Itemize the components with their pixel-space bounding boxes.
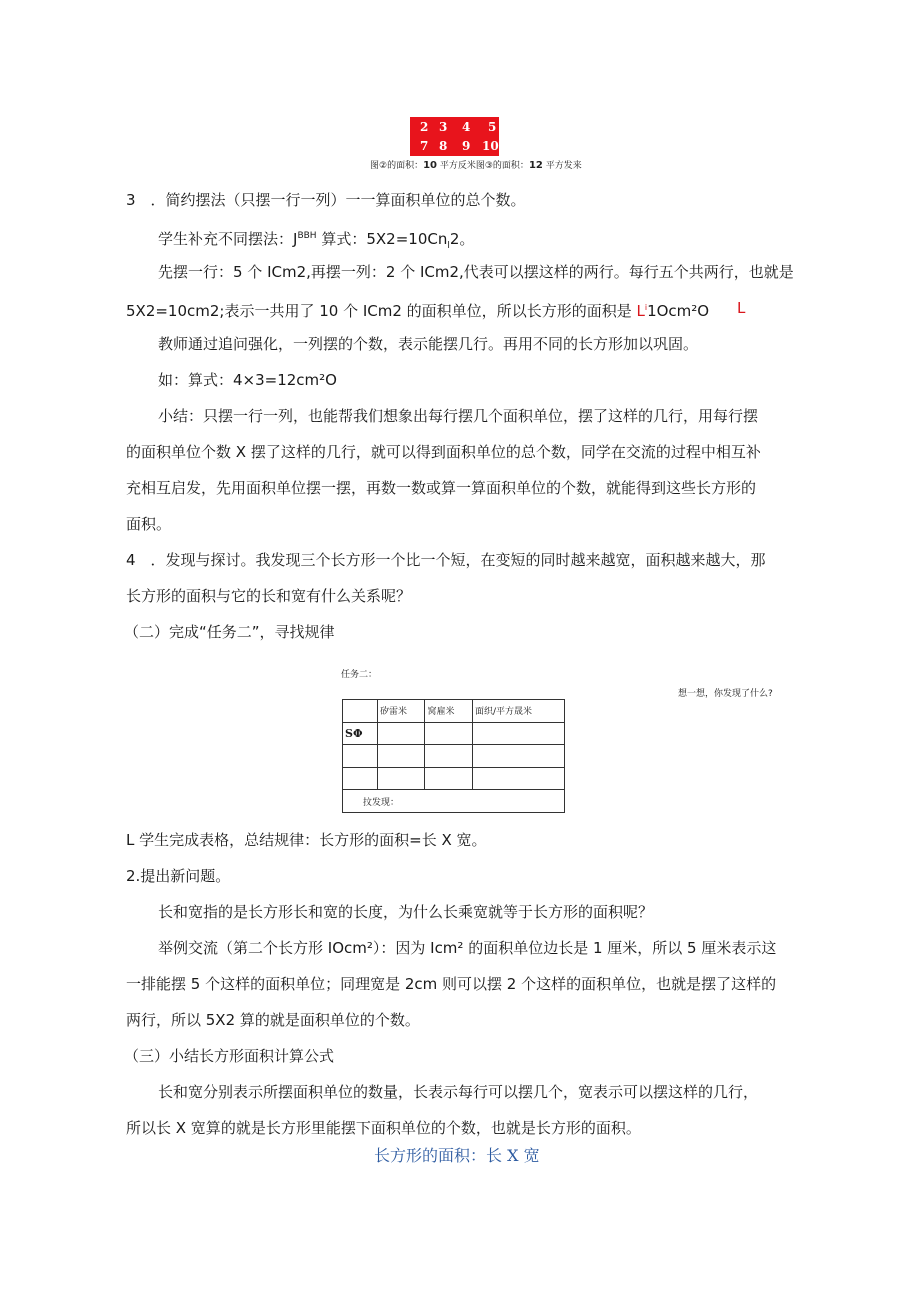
grid-cell: 7 [420, 139, 429, 153]
grid-cell: 4 [462, 120, 471, 134]
text: 5X2=10cm2;表示一共用了 10 个 ICm2 的面积单位，所以长方形的面积是 [126, 302, 632, 320]
paragraph: 所以长 X 宽算的就是长方形里能摆下面积单位的个数，也就是长方形的面积。 [126, 1119, 641, 1137]
table-cell [425, 745, 472, 768]
grid-cell: 2 [420, 120, 429, 134]
table-cell [425, 722, 472, 745]
paragraph: 先摆一行：5 个 ICm2,再摆一列：2 个 ICm2,代表可以摆这样的两行。每行五个共两行，也就是 [158, 263, 794, 281]
paragraph: 两行，所以 5X2 算的就是面积单位的个数。 [126, 1011, 420, 1029]
red-mark: L [737, 299, 746, 317]
table-row [343, 767, 565, 790]
paragraph: L 学生完成表格，总结规律：长方形的面积=长 X 宽。 [126, 831, 487, 849]
table-cell [472, 767, 564, 790]
caption-part: 平方反米图③的面积： [437, 161, 529, 171]
grid-cell: 3 [439, 120, 448, 134]
paragraph: 面积。 [126, 515, 172, 533]
text: 1Ocm²O [647, 302, 710, 320]
caption-number: 10 [423, 160, 437, 171]
paragraph: 4 ．发现与探讨。我发现三个长方形一个比一个短，在变短的同时越来越宽，面积越来越大，那 [126, 551, 766, 569]
task-question: 想一想，你发现了什么? [678, 689, 773, 699]
task-table [342, 699, 565, 813]
paragraph: 长方形的面积与它的长和宽有什么关系呢？ [126, 587, 412, 605]
table-header: 矽雷米 [378, 700, 425, 723]
table-row [343, 700, 565, 723]
text: J [293, 230, 298, 248]
table-cell [378, 745, 425, 768]
row-label: SΦ [343, 722, 378, 745]
paragraph: 如：算式：4×3=12cm²O [158, 371, 337, 389]
paragraph: 教师通过追问强化，一列摆的个数，表示能摆几行。再用不同的长方形加以巩固。 [158, 335, 699, 353]
paragraph: 一排能摆 5 个这样的面积单位；同理宽是 2cm 则可以摆 2 个这样的面积单位，也就是摆了这样的 [126, 975, 777, 993]
table-cell [378, 722, 425, 745]
table-cell [343, 767, 378, 790]
task-title: 任务二： [341, 670, 378, 680]
text: 学生补充不同摆法： [158, 230, 294, 248]
table-header: 窝雇米 [425, 700, 472, 723]
table-cell [472, 745, 564, 768]
red-mark: i [644, 303, 648, 312]
table-footer: 抆发现： [343, 790, 565, 813]
paragraph: 长和宽分别表示所摆面积单位的数量，长表示每行可以摆几个，宽表示可以摆这样的几行， [158, 1083, 759, 1101]
table-row [343, 790, 565, 813]
table-header: 面织/平方晟米 [472, 700, 564, 723]
grid-cell: 10 [482, 139, 499, 153]
superscript: BBH [297, 231, 317, 241]
figure-caption [370, 160, 582, 172]
subscript: l [447, 241, 450, 251]
table-cell [425, 767, 472, 790]
paragraph: 长和宽指的是长方形长和宽的长度，为什么长乘宽就等于长方形的面积呢？ [158, 903, 654, 921]
grid-cell: 9 [462, 139, 471, 153]
table-cell [343, 745, 378, 768]
red-mark: L [636, 302, 645, 320]
area-formula: 长方形的面积：长 X 宽 [374, 1146, 540, 1165]
caption-part: 平方发来 [542, 161, 582, 171]
paragraph [126, 298, 709, 321]
paragraph: 3 ．简约摆法（只摆一行一列）一一算面积单位的总个数。 [126, 191, 526, 209]
paragraph: 小结：只摆一行一列，也能帮我们想象出每行摆几个面积单位，摆了这样的几行，用每行摆 [158, 407, 759, 425]
text: 2。 [449, 230, 475, 248]
paragraph: 的面积单位个数 X 摆了这样的几行，就可以得到面积单位的总个数，同学在交流的过程中相互补 [126, 443, 761, 461]
section-heading: （三）小结长方形面积计算公式 [124, 1047, 335, 1065]
paragraph [158, 226, 474, 256]
table-header [343, 700, 378, 723]
caption-part: 图②的面积： [370, 161, 424, 171]
paragraph: 充相互启发，先用面积单位摆一摆，再数一数或算一算面积单位的个数，就能得到这些长方形的 [126, 479, 757, 497]
unit-squares-figure [410, 117, 499, 156]
table-cell [472, 722, 564, 745]
paragraph: 2.提出新问题。 [126, 867, 231, 885]
grid-cell: 5 [488, 120, 497, 134]
table-row [343, 722, 565, 745]
caption-number: 12 [528, 160, 543, 171]
table-cell [378, 767, 425, 790]
section-heading: （二）完成“任务二”，寻找规律 [124, 623, 335, 641]
paragraph: 举例交流（第二个长方形 IOcm²）：因为 Icm² 的面积单位边长是 1 厘米，所以 5 厘米表示这 [158, 939, 777, 957]
text: 算式：5X2=10Cn [321, 230, 448, 248]
grid-cell: 8 [439, 139, 448, 153]
table-row [343, 745, 565, 768]
